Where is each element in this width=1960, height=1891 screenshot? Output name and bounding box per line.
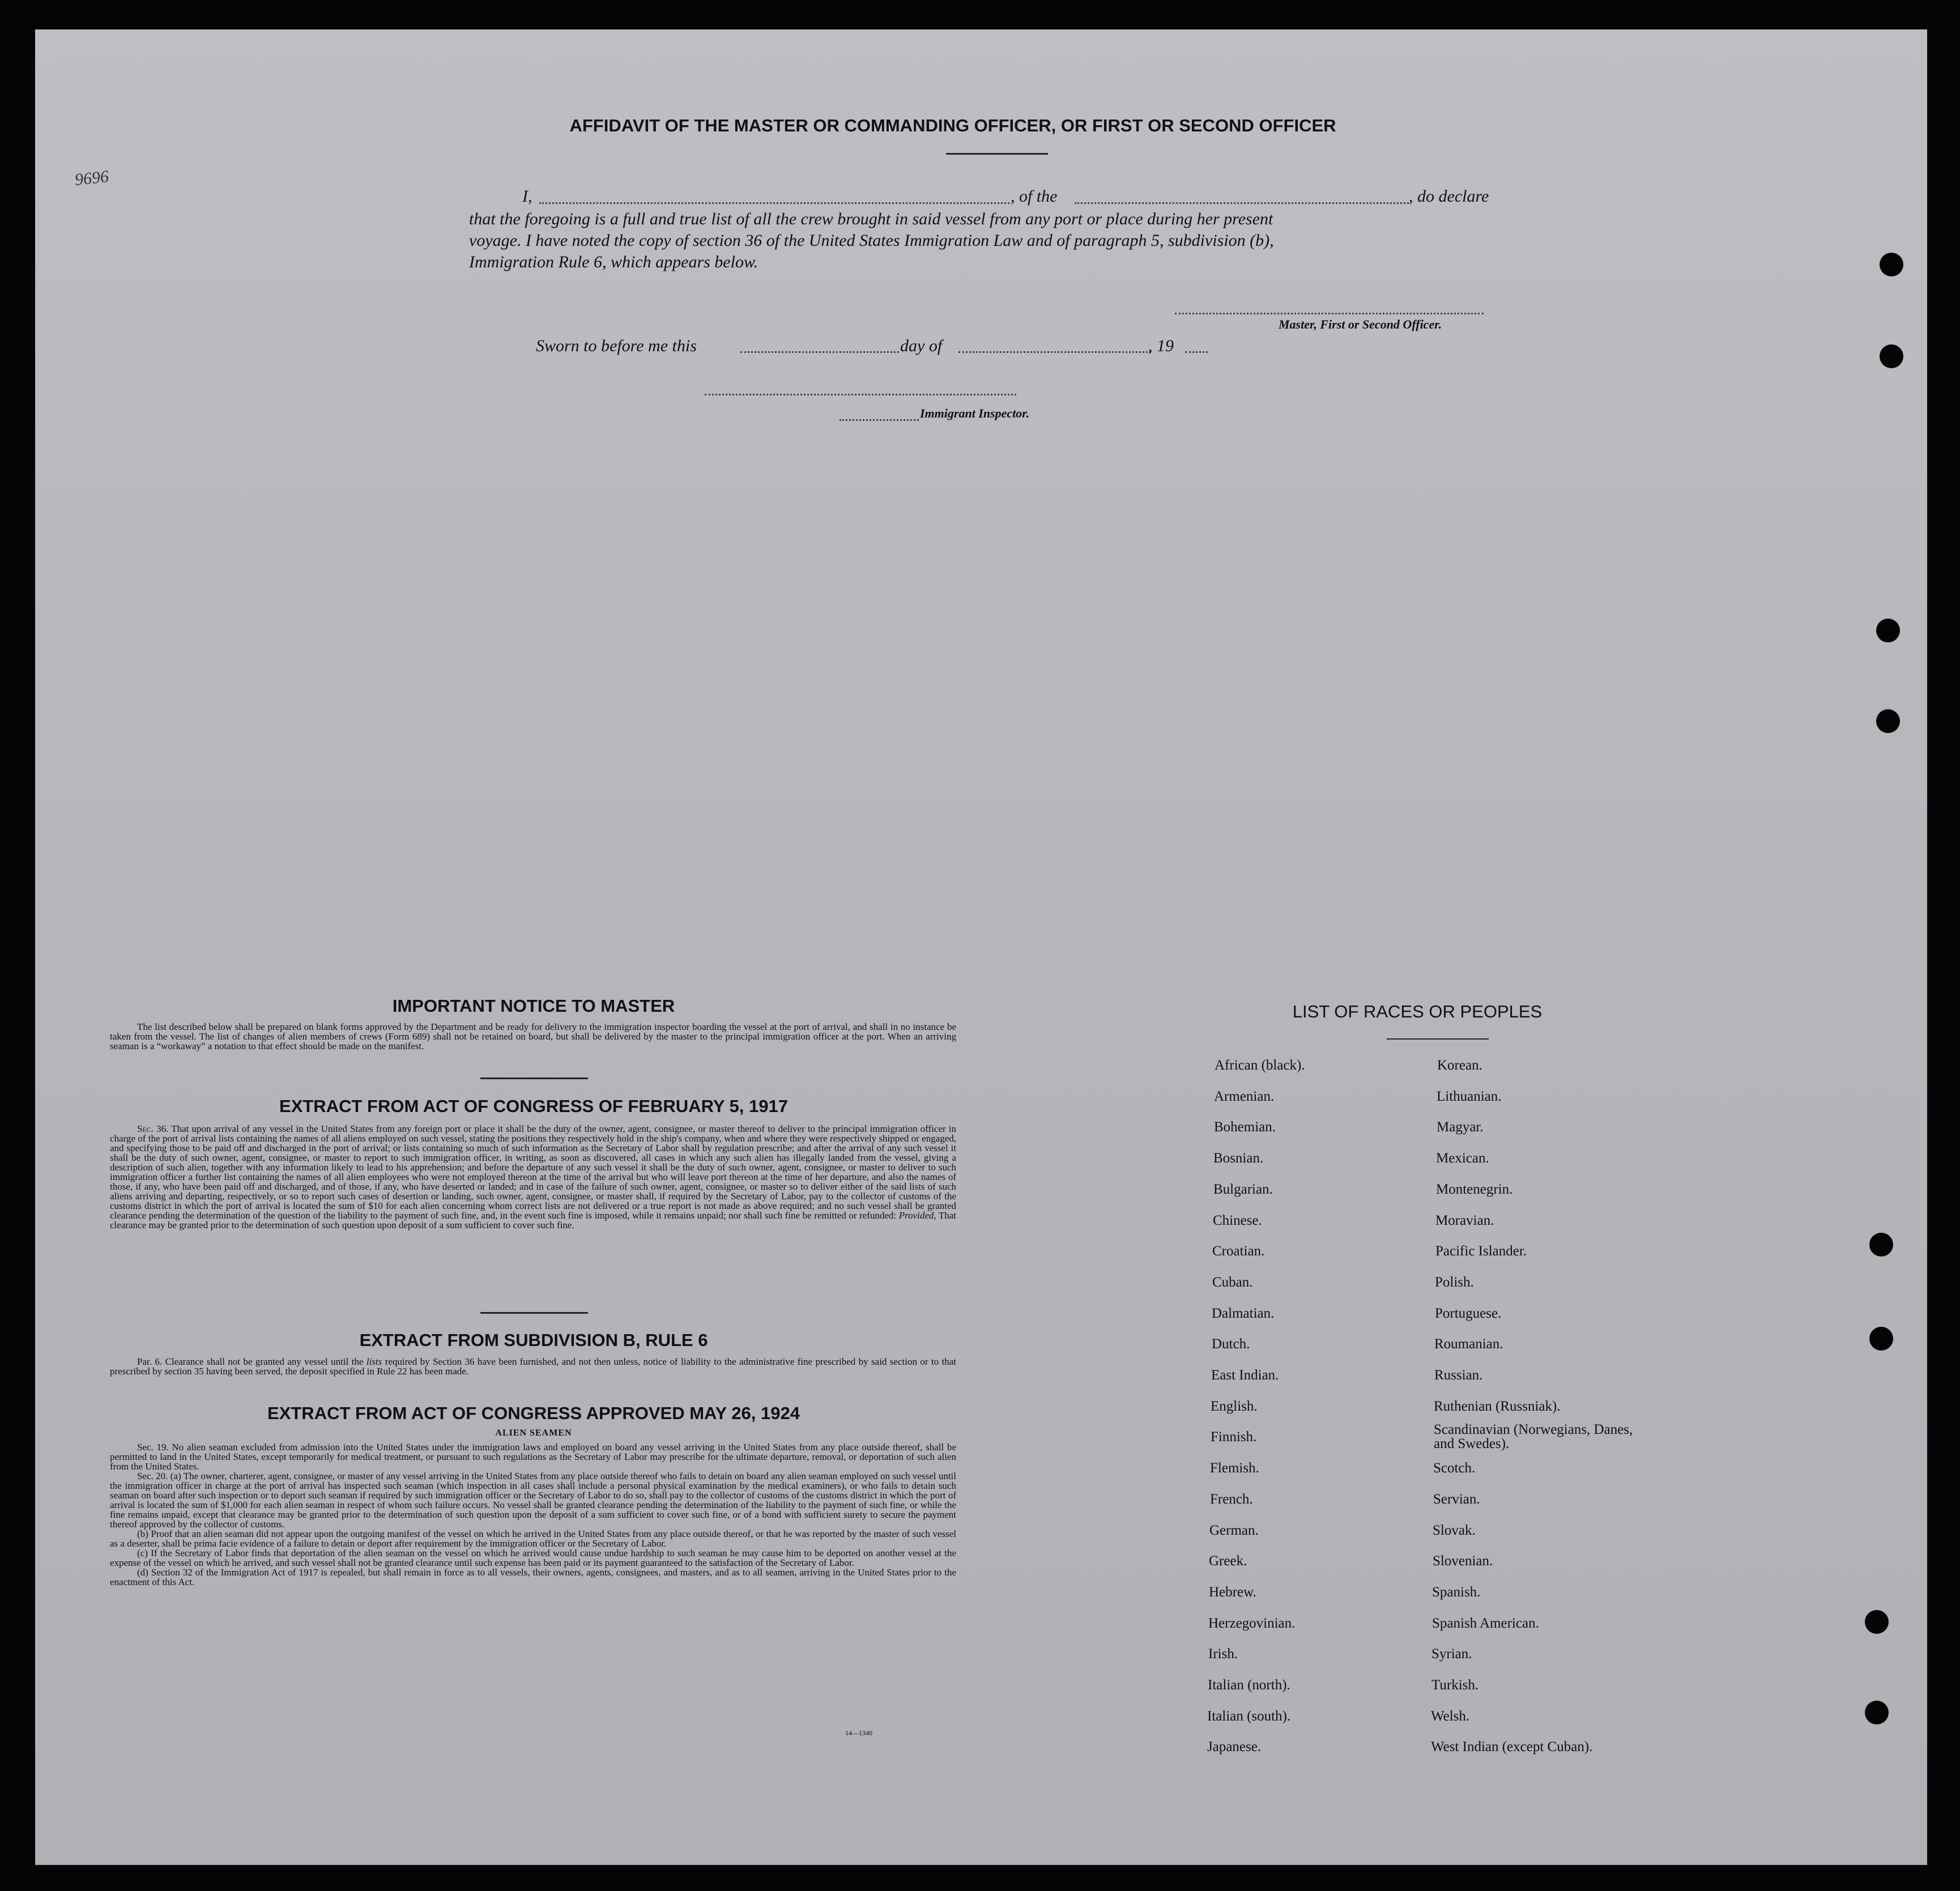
race-item-left: Italian (north). (1208, 1677, 1290, 1693)
rule-6-text-a: Clearance shall not be granted any vessel until the (165, 1356, 364, 1367)
race-item-left: Japanese. (1207, 1739, 1262, 1755)
race-item-left: Hebrew. (1209, 1584, 1256, 1600)
inspector-signature-line-1 (705, 394, 1016, 395)
race-item-right: Moravian. (1435, 1212, 1494, 1228)
race-item-right: Slovenian. (1433, 1553, 1493, 1569)
race-item-right: Mexican. (1436, 1151, 1489, 1166)
title-underline (946, 153, 1048, 155)
affidavit-line-2: that the foregoing is a full and true list of all the crew brought in said vessel from any port or place during her present (469, 210, 1273, 228)
race-item-right: Spanish. (1432, 1584, 1481, 1600)
form-number: 14—1340 (845, 1729, 872, 1737)
race-item-right: Servian. (1433, 1491, 1480, 1507)
binder-hole (1865, 1610, 1889, 1634)
year-label: , 19 (1148, 337, 1174, 355)
notice-body (110, 1022, 956, 1051)
race-item-left: Croatian. (1212, 1243, 1265, 1259)
race-item-left: African (black). (1215, 1058, 1305, 1073)
margin-mark: 9696 (74, 167, 110, 190)
lists-word: lists (366, 1356, 382, 1367)
sec-36-text: That upon arrival of any vessel in the United States from any foreign port or place it shall be the duty of the owner, agent, consignee, or master thereof to deliver to the principal immigration officer in charge of the port of arrival lists containing the names of all aliens employed on such vessel, stating the positions they respectively hold in the ship's company, when and where they were respectively shipped or engaged, and specifying those to be paid off and discharged in the port of arrival; or lists containing so much of such information as the Secretary of Labor shall by regulation prescribe; and after the arrival of any such vessel it shall be the duty of such owner, agent, consignee, or master to report to such immigration officer, in writing, as soon as discovered, all cases in which any such alien has illegally landed from the vessel, giving a description of such alien, together with any information likely to lead to his apprehension; and before the departure of any such vessel it shall be the duty of such owner, agent, consignee, or master to deliver to such immigration officer a further list containing the names of all alien employees who were not employed thereon at the time of the arrival but who will leave port thereon at the time of her departure, and also the names of those, if any, who have been paid off and discharged, and of those, if any, who have deserted or landed; and in case of the failure of such owner, agent, consignee, or master so to deliver either of the said lists of such aliens arriving and departing, respectively, or so to report such cases of desertion or landing, such owner, agent, consignee, or master shall, if required by the Secretary of Labor, pay to the collector of customs of the customs district in which the port of arrival is located the sum of $10 for each alien concerning whom correct lists are not delivered or a true report is not made as above required; and no such vessel shall be granted clearance pending the determination of the question of the liability to the payment of such fine, and, in the event such fine is imposed, while it remains unpaid; nor shall such fine be remitted or refunded: (110, 1123, 956, 1221)
sec-36-tail: That clearance may be granted prior to the determination of such question upon deposit of a sum sufficient to cover such fine. (110, 1210, 956, 1230)
race-item-right: Russian. (1434, 1368, 1483, 1383)
race-item-right: Portuguese. (1435, 1305, 1502, 1321)
sec-20b-text: (b) Proof that an alien seaman did not appear upon the outgoing manifest of the vessel on which he arrived in the United States from any place outside thereof, or that he was reported by the master of such vessel as a deserter, shall be prima facie evidence of a failure to detain or deport after requirement by the immigration officer or the Secretary of Labor. (110, 1528, 956, 1549)
inspector-signature-line-2 (840, 419, 919, 421)
sec-36-label: Sec. 36. (137, 1123, 169, 1134)
race-item-right: Pacific Islander. (1435, 1243, 1527, 1259)
par-6-label: Par. 6. (137, 1356, 163, 1367)
race-item-left: Irish. (1208, 1646, 1238, 1662)
race-item-right: Turkish. (1431, 1677, 1479, 1693)
race-item-left: Finnish. (1211, 1429, 1257, 1445)
master-signature-line (1175, 313, 1484, 314)
race-item-right: Slovak. (1433, 1522, 1476, 1538)
races-title-underline (1387, 1038, 1489, 1040)
race-item-right: Syrian. (1431, 1646, 1472, 1662)
affidavit-title: AFFIDAVIT OF THE MASTER OR COMMANDING OFFICER, OR FIRST OR SECOND OFFICER (569, 116, 1336, 135)
document-sheet (35, 29, 1927, 1865)
race-item-right: Scandinavian (Norwegians, Danes, and Swedes). (1434, 1422, 1633, 1452)
race-item-left: East Indian. (1211, 1368, 1279, 1383)
sec-20a-text: Sec. 20. (a) The owner, charterer, agent, consignee, or master of any vessel arriving in the United States from any place outside thereof who fails to detain on board any alien seaman employed on such vessel until the immigration officer in charge at the port of arrival has inspected such seaman (which inspection in all cases shall include a personal physical examination by the medical examiners), or who fails to detain such seaman on board after such inspection or to deport such seaman if required by such immigration officer or the Secretary of Labor to do so, shall pay to the collector of customs of the customs district in which the port of arrival is located the sum of $1,000 for each alien seaman in respect of whom such failure occurs. No vessel shall be granted clearance pending the determination of the liability to the payment of such fine, or while the fine remains unpaid, except that clearance may be granted prior to the determination of such question upon the deposit of a sum sufficient to cover such fine, or of a bond with sufficient surety to secure the payment thereof approved by the collector of customs. (110, 1471, 956, 1530)
race-item-left: Herzegovinian. (1208, 1615, 1296, 1631)
race-item-left: French. (1210, 1491, 1253, 1507)
affidavit-of-the: , of the (1011, 187, 1058, 206)
sworn-day-line (740, 351, 899, 353)
affidavit-i: I, (522, 187, 532, 206)
extract-1917-body (110, 1124, 956, 1230)
race-item-left: English. (1211, 1398, 1258, 1414)
race-item-left: German. (1209, 1522, 1259, 1538)
sworn-to-label: Sworn to before me this (536, 337, 697, 355)
race-item-right: Roumanian. (1434, 1336, 1503, 1352)
race-item-right: Korean. (1437, 1058, 1482, 1073)
binder-hole (1876, 619, 1900, 642)
sworn-month-line (958, 351, 1151, 353)
race-item-left: Greek. (1209, 1553, 1247, 1569)
extract-1917-divider (480, 1312, 588, 1314)
race-item-right: Lithuanian. (1437, 1088, 1502, 1104)
affidavit-line-3: voyage. I have noted the copy of section 36 of the United States Immigration Law and of paragraph 5, subdivision (b), (469, 231, 1274, 250)
race-item-right: Scotch. (1433, 1460, 1476, 1476)
race-item-right: Spanish American. (1432, 1615, 1539, 1631)
race-item-left: Armenian. (1214, 1088, 1275, 1104)
races-title: LIST OF RACES OR PEOPLES (1292, 1002, 1543, 1021)
master-signature-label: Master, First or Second Officer. (1279, 317, 1442, 331)
binder-hole (1869, 1233, 1893, 1257)
extract-1924-body (110, 1442, 956, 1587)
binder-hole (1880, 253, 1903, 276)
race-item-right: Magyar. (1437, 1119, 1484, 1135)
sec-19-text: Sec. 19. No alien seaman excluded from admission into the United States under the immigration laws and employed on board any vessel arriving in the United States from any place outside thereof, shall be permitted to land in the United States, except temporarily for medical treatment, or pursuant to such regulations as the Secretary of Labor may prescribe for the ultimate departure, removal, or deportation of such alien from the United States. (110, 1442, 956, 1472)
sec-20d-text: (d) Section 32 of the Immigration Act of 1917 is repealed, but shall remain in force as to all vessels, their owners, agents, consignees, and masters, and as to all seamen, arriving in the United States prior to the enactment of this Act. (110, 1567, 956, 1587)
sec-20c-text: (c) If the Secretary of Labor finds that deportation of the alien seaman on the vessel on which he arrived would cause undue hardship to such seaman he may cause him to be deported on another vessel at the expense of the vessel on which he arrived, and such vessel shall not be granted clearance until such expense has been paid or its payment guaranteed to the satisfaction of the Secretary of Labor. (110, 1548, 956, 1568)
declarant-name-line (539, 202, 1009, 204)
race-item-left: Chinese. (1213, 1212, 1262, 1228)
affidavit-line-4: Immigration Rule 6, which appears below. (469, 253, 759, 271)
binder-hole (1869, 1327, 1893, 1351)
race-item-left: Dalmatian. (1212, 1305, 1275, 1321)
rule-6-body (110, 1357, 956, 1376)
race-item-right: Ruthenian (Russniak). (1434, 1398, 1561, 1414)
sworn-year-line (1185, 351, 1208, 353)
race-item-left: Bohemian. (1214, 1119, 1276, 1135)
race-item-left: Cuban. (1212, 1274, 1253, 1290)
binder-hole (1865, 1701, 1889, 1724)
affidavit-do-declare: , do declare (1409, 187, 1489, 206)
binder-hole (1880, 344, 1903, 368)
alien-seamen-subtitle: ALIEN SEAMEN (495, 1428, 572, 1438)
vessel-name-line (1075, 202, 1409, 204)
inspector-signature-label: Immigrant Inspector. (920, 406, 1030, 420)
binder-hole (1876, 709, 1900, 733)
race-item-right: West Indian (except Cuban). (1431, 1739, 1593, 1755)
race-item-left: Flemish. (1210, 1460, 1259, 1476)
race-item-right: Welsh. (1431, 1708, 1470, 1724)
race-item-right: Montenegrin. (1436, 1181, 1513, 1197)
race-item-left: Italian (south). (1207, 1708, 1291, 1724)
provided-word: Provided, (898, 1210, 936, 1221)
race-item-right: Polish. (1435, 1274, 1474, 1290)
extract-1924-title: EXTRACT FROM ACT OF CONGRESS APPROVED MAY 26, 1924 (267, 1403, 800, 1423)
extract-1917-title: EXTRACT FROM ACT OF CONGRESS OF FEBRUARY 5, 1917 (279, 1096, 788, 1116)
day-of-label: day of (900, 337, 943, 355)
race-item-left: Bulgarian. (1213, 1181, 1273, 1197)
rule-6-text-b: required by Section 36 have been furnished, and not then unless, notice of liability to the administrative fine prescribed by said section or to that prescribed by section 35 having been served, the deposit specified in Rule 22 has been made. (110, 1356, 956, 1377)
notice-title: IMPORTANT NOTICE TO MASTER (392, 996, 675, 1016)
rule-6-title: EXTRACT FROM SUBDIVISION B, RULE 6 (359, 1330, 708, 1350)
notice-body-text: The list described below shall be prepared on blank forms approved by the Department and be ready for delivery to the immigration inspector boarding the vessel at the port of arrival, and shall in no instance be taken from the vessel. The list of changes of alien members of crews (Form 689) shall not be retained on board, but shall be delivered by the master to the principal immigration officer at the port. When an arriving seaman is a “workaway” a notation to that effect should be made on the manifest. (110, 1021, 956, 1051)
race-item-left: Dutch. (1212, 1336, 1250, 1352)
race-item-left: Bosnian. (1213, 1151, 1264, 1166)
notice-divider (480, 1077, 588, 1079)
